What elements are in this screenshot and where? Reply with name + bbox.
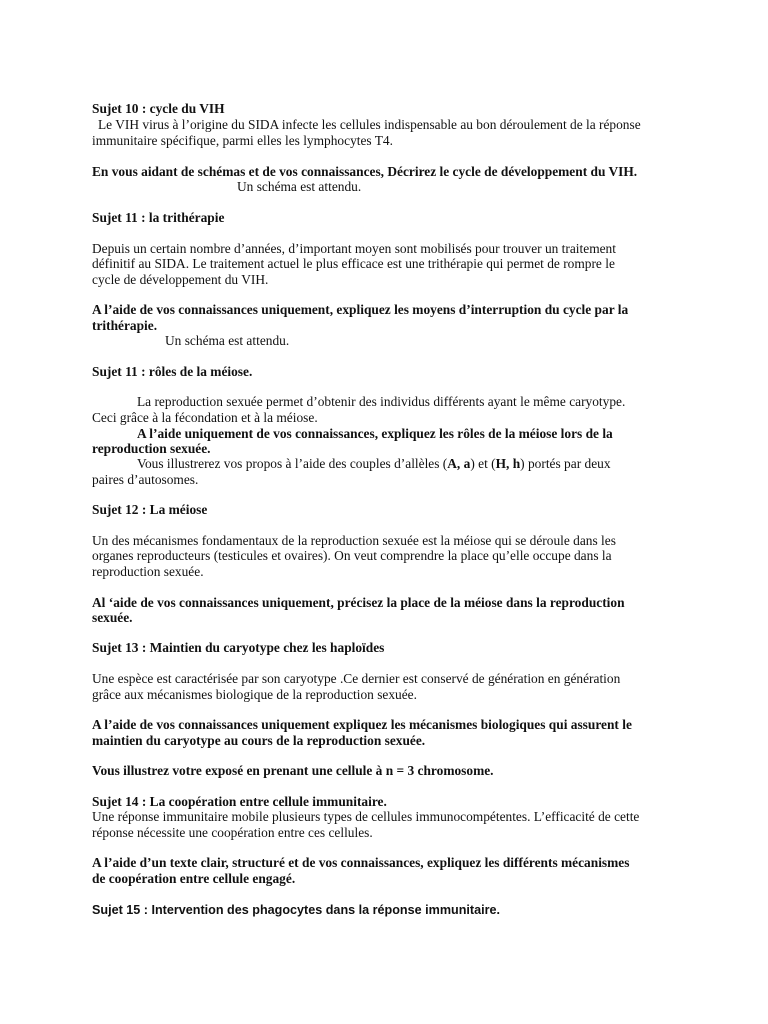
sujet-11-tritherapie-intro-line-1: Depuis un certain nombre d’années, d’important moyen sont mobilisés pour trouver un traitement [92,241,616,256]
sujet-13-task-line-1: A l’aide de vos connaissances uniquement expliquez les mécanismes biologiques qui assurent le [92,717,632,732]
sujet-11-meiose-heading [92,364,252,380]
sujet-14-label: Sujet 14 : [92,794,147,809]
sujet-12-task-line-1: Al ‘aide de vos connaissances uniquement, précisez la place de la méiose dans la reproduction [92,595,625,610]
sujet-13-label: Sujet 13 : [92,640,147,655]
illustration-text-a: Vous illustrerez vos propos à l’aide des couples d’allèles ( [137,456,448,471]
sujet-12-intro-line-1: Un des mécanismes fondamentaux de la reproduction sexuée est la méiose qui se déroule dans les [92,533,616,548]
sujet-12-heading [92,502,207,518]
sujet-12-intro-line-2: organes reproducteurs (testicules et ovaires). On veut comprendre la place qu’elle occupe dans la [92,548,612,563]
sujet-11-meiose-title: rôles de la méiose. [148,364,253,379]
sujet-13-title: Maintien du caryotype chez les haploïdes [149,640,385,655]
sujet-10-intro-line-2: immunitaire spécifique, parmi elles les lymphocytes T4. [92,133,393,148]
sujet-10-intro-line-1: Le VIH virus à l’origine du SIDA infecte les cellules indispensable au bon déroulement de la réponse [98,117,641,132]
sujet-12-title: La méiose [149,502,208,517]
sujet-13-intro-line-1: Une espèce est caractérisée par son caryotype .Ce dernier est conservé de génération en génération [92,671,621,686]
sujet-14-title: La coopération entre cellule immunitaire. [149,794,387,809]
sujet-13-task-line-2: maintien du caryotype au cours de la reproduction sexuée. [92,733,426,748]
allele-pair-a: A, a [447,456,471,471]
sujet-14-heading [92,794,387,810]
sujet-11-meiose-task-line-1: A l’aide uniquement de vos connaissances, expliquez les rôles de la méiose lors de la [137,426,613,441]
sujet-11-meiose-intro-line-2: Ceci grâce à la fécondation et à la méiose. [92,410,318,425]
sujet-12-task-line-2: sexuée. [92,610,133,625]
sujet-11-tritherapie-intro-line-2: définitif au SIDA. Le traitement actuel le plus efficace est une trithérapie qui permet de rompre le [92,256,615,271]
sujet-11-meiose-illustration-line-2: paires d’autosomes. [92,472,199,487]
sujet-11-tritherapie-task-line-2: trithérapie. [92,318,158,333]
sujet-15-title: Sujet 15 : Intervention des phagocytes dans la réponse immunitaire. [92,903,501,917]
sujet-10-title: Sujet 10 : cycle du VIH [92,101,225,116]
sujet-14-intro-line-2: réponse nécessite une coopération entre ces cellules. [92,825,373,840]
sujet-11-meiose-illustration-line-1 [137,456,611,472]
sujet-10-note: Un schéma est attendu. [237,179,362,194]
sujet-12-label: Sujet 12 : [92,502,147,517]
sujet-11-tritherapie-task-line-1: A l’aide de vos connaissances uniquement, expliquez les moyens d’interruption du cycle par la [92,302,629,317]
illustration-text-c: ) et ( [470,456,496,471]
sujet-11-meiose-task-line-2: reproduction sexuée. [92,441,211,456]
sujet-11-tritherapie-intro-line-3: cycle de développement du VIH. [92,272,269,287]
sujet-11-meiose-intro-line-1: La reproduction sexuée permet d’obtenir des individus différents ayant le même caryotype. [137,394,626,409]
sujet-13-heading [92,640,384,656]
sujet-11-tritherapie-note: Un schéma est attendu. [165,333,290,348]
sujet-12-intro-line-3: reproduction sexuée. [92,564,204,579]
sujet-14-task-line-1: A l’aide d’un texte clair, structuré et de vos connaissances, expliquez les différents mécanismes [92,855,630,870]
sujet-10-task: En vous aidant de schémas et de vos connaissances, Décrirez le cycle de développement du VIH. [92,164,638,179]
sujet-11-meiose-label: Sujet 11 : [92,364,146,379]
allele-pair-h: H, h [495,456,521,471]
sujet-13-task-line-3: Vous illustrez votre exposé en prenant une cellule à n = 3 chromosome. [92,763,494,778]
sujet-13-intro-line-2: grâce aux mécanismes biologique de la reproduction sexuée. [92,687,417,702]
illustration-text-e: ) portés par deux [520,456,611,471]
sujet-14-task-line-2: de coopération entre cellule engagé. [92,871,296,886]
sujet-14-intro-line-1: Une réponse immunitaire mobile plusieurs types de cellules immunocompétentes. L’efficacité de cette [92,809,640,824]
sujet-11-tritherapie-title: Sujet 11 : la trithérapie [92,210,225,225]
